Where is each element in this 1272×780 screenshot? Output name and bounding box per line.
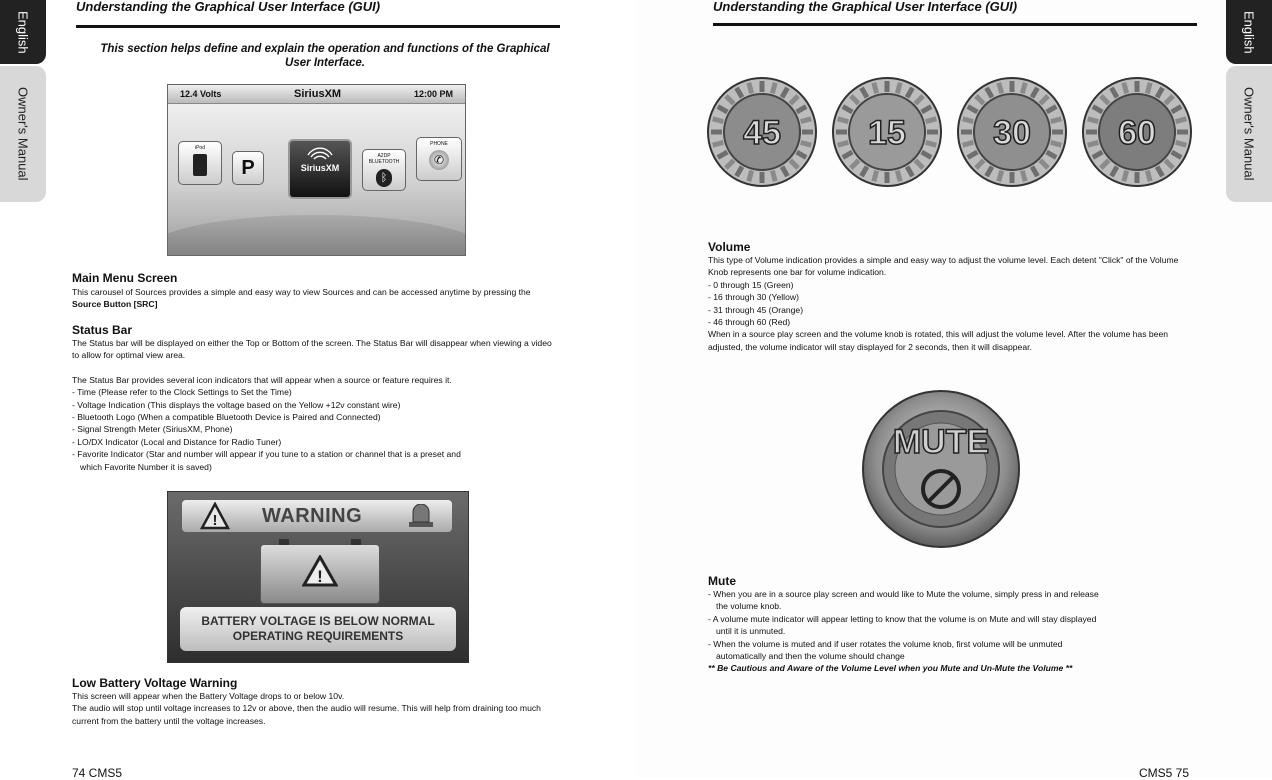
pandora-icon bbox=[232, 151, 264, 185]
phone-icon: PHONE ✆ bbox=[416, 137, 462, 181]
bluetooth-icon: A2DP BLUETOOTH ᛒ bbox=[362, 149, 406, 191]
main-menu-title: Main Menu Screen bbox=[72, 271, 178, 285]
volume-gauges bbox=[706, 70, 1206, 200]
tab-english-label: English bbox=[1241, 10, 1257, 54]
warning-banner-text: WARNING bbox=[262, 505, 363, 527]
main-menu-emphasis: Source Button [SRC] bbox=[72, 299, 158, 310]
page-header: Understanding the Graphical User Interface (GUI) bbox=[76, 0, 381, 14]
page-number-right: CMS5 75 bbox=[1139, 766, 1190, 780]
bluetooth-label: A2DP BLUETOOTH bbox=[368, 153, 400, 165]
svg-text:!: ! bbox=[317, 567, 323, 586]
warning-screen-image bbox=[167, 491, 469, 663]
list-item: - Bluetooth Logo (When a compatible Bluetooth Device is Paired and Connected) bbox=[72, 412, 381, 423]
list-item: - Favorite Indicator (Star and number will appear if you tune to a station or channel that is a preset and bbox=[72, 449, 461, 460]
list-item: until it is unmuted. bbox=[716, 626, 786, 637]
main-menu-text bbox=[72, 286, 560, 311]
phone-label: PHONE bbox=[430, 141, 448, 147]
tab-english-label: English bbox=[15, 10, 31, 54]
mute-text bbox=[708, 588, 1196, 675]
warning-message bbox=[180, 607, 456, 651]
left-page bbox=[0, 0, 636, 778]
siriusxm-icon bbox=[288, 139, 352, 199]
header-rule bbox=[713, 23, 1197, 26]
page-number-left: 74 CMS5 bbox=[72, 766, 123, 780]
status-bar-title: Status Bar bbox=[72, 323, 133, 337]
gui-time: 12:00 PM bbox=[414, 89, 454, 99]
status-bar-text bbox=[72, 337, 560, 473]
list-item: - Voltage Indication (This displays the voltage based on the Yellow +12v constant wire) bbox=[72, 399, 401, 410]
low-battery-title: Low Battery Voltage Warning bbox=[72, 676, 238, 690]
battery-warning-triangle-icon bbox=[302, 555, 338, 587]
ipod-label: iPod bbox=[194, 145, 205, 151]
gui-source: SiriusXM bbox=[294, 88, 342, 100]
list-item: automatically and then the volume should change bbox=[716, 651, 905, 662]
mute-caution: ** Be Cautious and Aware of the Volume Level when you Mute and Un-Mute the Volume ** bbox=[708, 663, 1073, 674]
list-item: - When you are in a source play screen and would like to Mute the volume, simply press in and release bbox=[708, 589, 1099, 599]
main-menu-desc: This carousel of Sources provides a simple and easy way to view Sources and can be accessed anytime by pressing the bbox=[72, 287, 531, 297]
svg-text:!: ! bbox=[212, 512, 218, 529]
volume-text bbox=[708, 254, 1196, 353]
warning-message-line1: BATTERY VOLTAGE IS BELOW NORMAL bbox=[201, 614, 435, 628]
list-item: - When the volume is muted and if user rotates the volume knob, first volume will be unmuted bbox=[708, 638, 1063, 649]
list-item: - LO/DX Indicator (Local and Distance for Radio Tuner) bbox=[72, 436, 282, 447]
volume-p2: When in a source play screen and the volume knob is rotated, this will adjust the volume level. After the volume has been adjusted, the volume indicator will stay displayed for 2 seconds, then it will disappear. bbox=[708, 329, 1169, 352]
ipod-icon bbox=[178, 141, 222, 185]
volume-gauge-30 bbox=[958, 78, 1066, 186]
volume-gauge-value: 15 bbox=[868, 114, 906, 152]
tab-owners-manual[interactable] bbox=[0, 66, 46, 202]
page-header: Understanding the Graphical User Interface (GUI) bbox=[713, 0, 1018, 14]
tab-english[interactable] bbox=[1226, 0, 1272, 64]
list-item: - Time (Please refer to the Clock Settings to Set the Time) bbox=[72, 387, 292, 398]
battery-icon bbox=[260, 544, 380, 604]
tab-owners-manual-label: Owner's Manual bbox=[1241, 87, 1257, 181]
volume-gauge-value: 30 bbox=[993, 114, 1031, 152]
tab-owners-manual-label: Owner's Manual bbox=[15, 87, 31, 181]
gui-voltage: 12.4 Volts bbox=[180, 89, 222, 99]
list-item: - 16 through 30 (Yellow) bbox=[708, 292, 799, 303]
list-item: which Favorite Number it is saved) bbox=[80, 461, 212, 472]
warning-triangle-icon bbox=[200, 502, 230, 530]
volume-gauge-60 bbox=[1083, 78, 1191, 186]
status-bar-p2: The Status Bar provides several icon indicators that will appear when a source or feature requires it. bbox=[72, 374, 452, 385]
warning-message-line2: OPERATING REQUIREMENTS bbox=[232, 629, 404, 643]
warning-banner bbox=[182, 500, 452, 532]
tab-owners-manual[interactable] bbox=[1226, 66, 1272, 202]
list-item: - 46 through 60 (Red) bbox=[708, 317, 791, 328]
pandora-label: P bbox=[241, 157, 255, 179]
mute-label: MUTE bbox=[892, 423, 990, 461]
low-battery-p2: The audio will stop until voltage increases to 12v or above, then the audio will resume. This will help from draining too much current from the battery until the voltage increases. bbox=[72, 703, 541, 726]
volume-gauge-45 bbox=[708, 78, 816, 186]
siren-icon bbox=[406, 504, 436, 528]
gui-swoosh bbox=[167, 215, 466, 256]
volume-title: Volume bbox=[708, 240, 751, 254]
volume-p1: This type of Volume indication provides a simple and easy way to adjust the volume level. Each detent "Click" of the Volume Knob represents one bar for volume indication. bbox=[708, 255, 1179, 278]
list-item: - 31 through 45 (Orange) bbox=[708, 304, 804, 315]
status-bar-p1: The Status bar will be displayed on either the Top or Bottom of the screen. The Status Bar will disappear when viewing a video to allow for optimal view area. bbox=[72, 338, 552, 361]
volume-gauge-15 bbox=[833, 78, 941, 186]
intro-text: This section helps define and explain the operation and functions of the Graphical User Interface. bbox=[100, 43, 550, 69]
tab-english[interactable] bbox=[0, 0, 46, 64]
mute-graphic bbox=[861, 371, 1021, 567]
mute-title: Mute bbox=[708, 574, 736, 588]
volume-gauge-value: 60 bbox=[1118, 114, 1156, 152]
list-item: - 0 through 15 (Green) bbox=[708, 279, 794, 290]
list-item: the volume knob. bbox=[716, 601, 782, 612]
right-page bbox=[636, 0, 1272, 778]
low-battery-p1: This screen will appear when the Battery Voltage drops to or below 10v. bbox=[72, 691, 345, 701]
list-item: - A volume mute indicator will appear letting to know that the volume is on Mute and will stay displayed bbox=[708, 613, 1097, 624]
gui-status-bar bbox=[168, 85, 465, 104]
siriusxm-label: SiriusXM bbox=[300, 163, 340, 173]
low-battery-text bbox=[72, 690, 560, 727]
header-rule bbox=[76, 25, 560, 28]
list-item: - Signal Strength Meter (SiriusXM, Phone) bbox=[72, 424, 233, 435]
gui-main-menu-image bbox=[167, 84, 466, 256]
volume-gauge-value: 45 bbox=[743, 114, 781, 152]
